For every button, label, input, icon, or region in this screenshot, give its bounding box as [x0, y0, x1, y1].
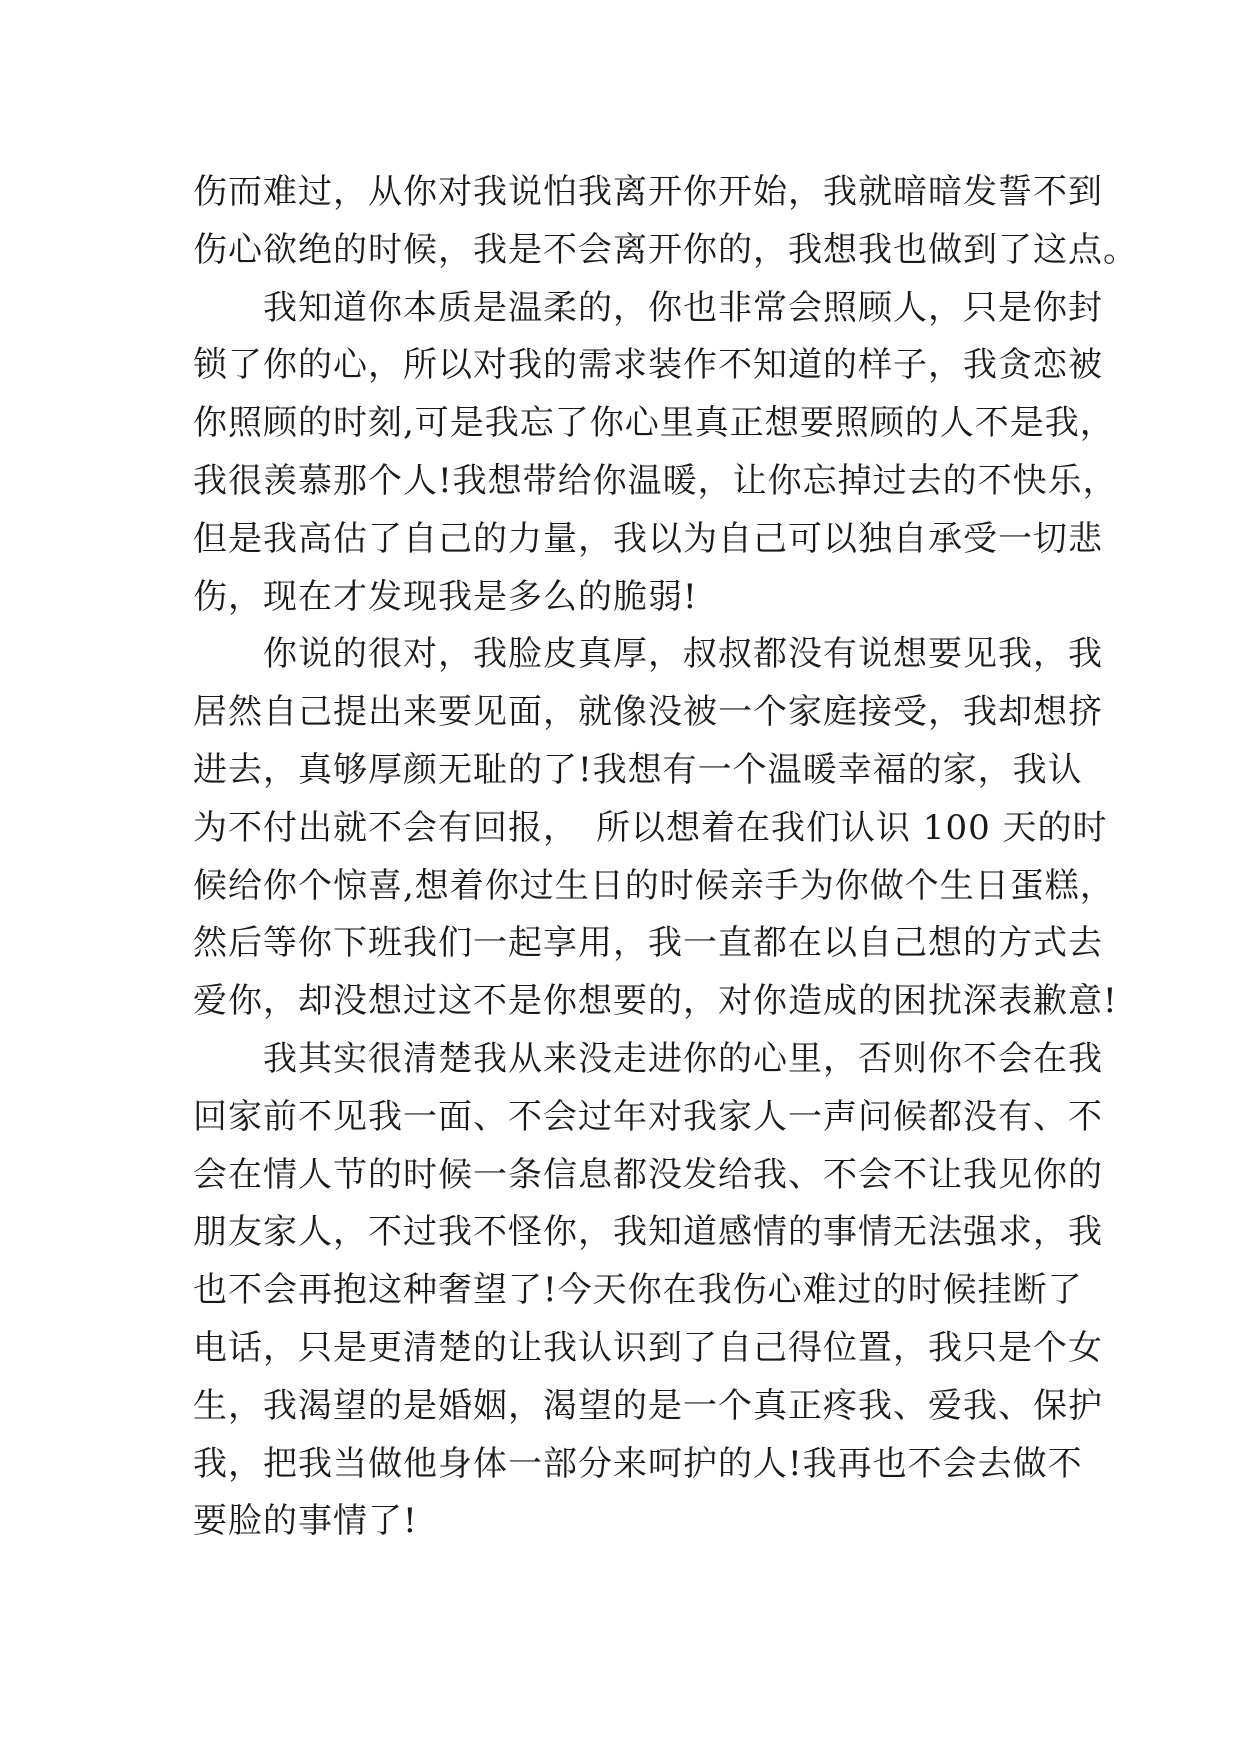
text-line: 爱你，却没想过这不是你想要的，对你造成的困扰深表歉意! — [193, 981, 1118, 1022]
text-line: 锁了你的心，所以对我的需求装作不知道的样子，我贪恋被 — [193, 345, 1103, 386]
text-line: 进去，真够厚颜无耻的了!我想有一个温暖幸福的家，我认 — [193, 749, 1083, 790]
text-line: 回家前不见我一面、不会过年对我家人一声问候都没有、不 — [193, 1096, 1103, 1137]
text-line: 朋友家人，不过我不怪你，我知道感情的事情无法强求，我 — [193, 1212, 1103, 1253]
text-line: 然后等你下班我们一起享用，我一直都在以自己想的方式去 — [193, 923, 1103, 964]
body-text — [193, 164, 1138, 1551]
text-line: 伤而难过，从你对我说怕我离开你开始，我就暗暗发誓不到 — [193, 172, 1103, 212]
text-line: 伤，现在才发现我是多么的脆弱! — [193, 576, 698, 617]
text-line: 伤心欲绝的时候，我是不会离开你的，我想我也做到了这点。 — [193, 229, 1138, 270]
text-line: 要脸的事情了! — [193, 1501, 418, 1542]
text-line: 候给你个惊喜,想着你过生日的时候亲手为你做个生日蛋糕， — [193, 865, 1115, 906]
text-line: 也不会再抱这种奢望了!今天你在我伤心难过的时候挂断了 — [193, 1270, 1083, 1311]
text-line: 生，我渴望的是婚姻，渴望的是一个真正疼我、爱我、保护 — [193, 1385, 1103, 1426]
text-line: 但是我高估了自己的力量，我以为自己可以独自承受一切悲 — [193, 518, 1103, 559]
text-line: 我其实很清楚我从来没走进你的心里，否则你不会在我 — [193, 1038, 1103, 1079]
text-line: 居然自己提出来要见面，就像没被一个家庭接受，我却想挤 — [193, 692, 1103, 733]
text-line: 为不付出就不会有回报， 所以想着在我们认识 100 天的时 — [193, 807, 1108, 848]
text-line: 你照顾的时刻,可是我忘了你心里真正想要照顾的人不是我， — [193, 403, 1115, 444]
text-line: 你说的很对，我脸皮真厚，叔叔都没有说想要见我，我 — [193, 634, 1103, 675]
text-line: 会在情人节的时候一条信息都没发给我、不会不让我见你的 — [193, 1154, 1103, 1195]
text-line: 电话，只是更清楚的让我认识到了自己得位置，我只是个女 — [193, 1327, 1103, 1368]
text-line: 我很羡慕那个人!我想带给你温暖，让你忘掉过去的不快乐， — [193, 460, 1118, 501]
text-line: 我知道你本质是温柔的，你也非常会照顾人，只是你封 — [193, 287, 1103, 328]
text-line: 我，把我当做他身体一部分来呵护的人!我再也不会去做不 — [193, 1443, 1083, 1484]
